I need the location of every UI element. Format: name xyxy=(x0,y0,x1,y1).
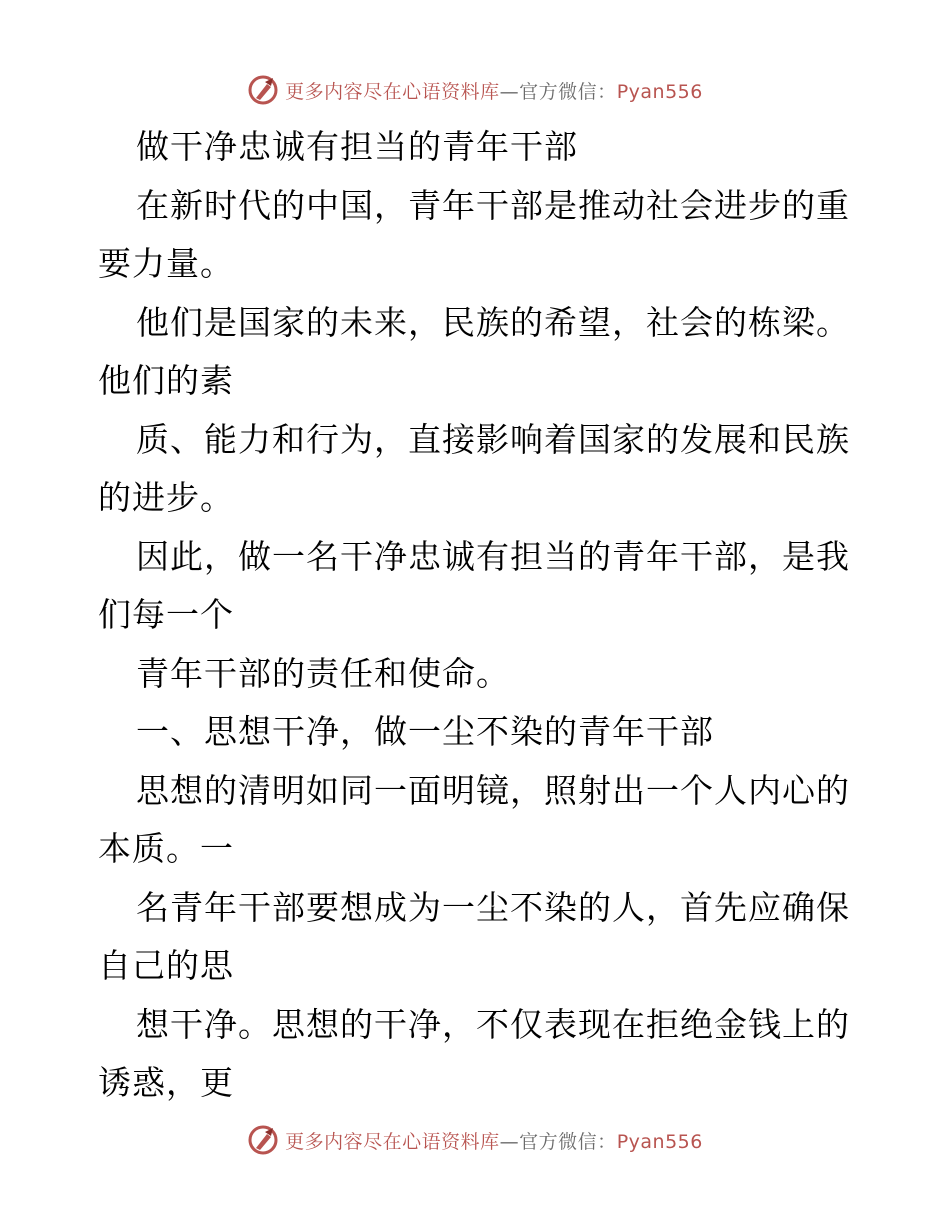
line-text: 自己的思 xyxy=(98,946,234,985)
text-line xyxy=(98,762,858,821)
watermark-wechat-id: Pyan556 xyxy=(616,80,703,103)
line-text: 做干净忠诚有担当的青年干部 xyxy=(136,127,578,166)
line-text: 们每一个 xyxy=(98,595,234,634)
text-line xyxy=(98,645,858,704)
line-text: 在新时代的中国，青年干部是推动社会进步的重 xyxy=(136,185,850,225)
text-line xyxy=(98,879,858,938)
line-text: 质、能力和行为，直接影响着国家的发展和民族 xyxy=(136,419,850,459)
text-line xyxy=(98,937,858,996)
watermark-official-label: 官方微信： xyxy=(519,80,617,103)
line-text: 青年干部的责任和使命。 xyxy=(136,653,510,693)
line-text: 他们的素 xyxy=(98,361,234,400)
line-text: 想干净。思想的干净，不仅表现在拒绝金钱上的 xyxy=(136,1004,850,1044)
text-line xyxy=(98,352,858,411)
text-line xyxy=(98,118,858,177)
watermark-text xyxy=(285,1127,703,1154)
text-line xyxy=(98,703,858,762)
watermark-wechat-id: Pyan556 xyxy=(616,1130,703,1153)
line-text: 一、思想干净，做一尘不染的青年干部 xyxy=(136,712,714,751)
text-line xyxy=(98,820,858,879)
pen-nib-logo-icon xyxy=(247,1124,279,1156)
watermark-brand: 更多内容尽在心语资料库 xyxy=(285,80,500,103)
watermark-text xyxy=(285,77,703,104)
line-text: 他们是国家的未来，民族的希望，社会的栋梁。 xyxy=(136,302,850,342)
watermark-official-label: 官方微信： xyxy=(519,1130,617,1153)
line-text: 诱惑，更 xyxy=(98,1063,234,1102)
line-text: 思想的清明如同一面明镜，照射出一个人内心的 xyxy=(136,770,850,810)
footer-watermark xyxy=(0,1120,950,1160)
line-text: 因此，做一名干净忠诚有担当的青年干部，是我 xyxy=(136,536,850,576)
line-text: 的进步。 xyxy=(98,478,234,517)
text-line xyxy=(98,411,858,470)
watermark-brand: 更多内容尽在心语资料库 xyxy=(285,1130,500,1153)
line-text: 名青年干部要想成为一尘不染的人，首先应确保 xyxy=(136,887,850,927)
text-line xyxy=(98,294,858,353)
line-text: 本质。一 xyxy=(98,829,234,868)
pen-nib-logo-icon xyxy=(247,74,279,106)
text-line xyxy=(98,996,858,1055)
header-watermark xyxy=(0,70,950,110)
text-line xyxy=(98,528,858,587)
line-text: 要力量。 xyxy=(98,244,234,283)
document-body xyxy=(98,118,858,1113)
text-line xyxy=(98,235,858,294)
text-line xyxy=(98,1054,858,1113)
watermark-separator: — xyxy=(499,80,520,103)
text-line xyxy=(98,469,858,528)
text-line xyxy=(98,177,858,236)
watermark-separator: — xyxy=(499,1130,520,1153)
text-line xyxy=(98,586,858,645)
